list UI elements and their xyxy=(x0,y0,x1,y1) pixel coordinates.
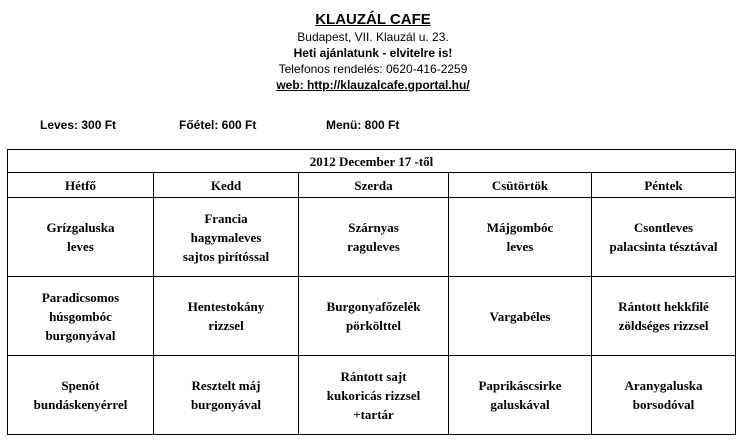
dish-line: burgonyával xyxy=(190,397,262,412)
dish-cell xyxy=(449,198,592,277)
day-header: Csütörtök xyxy=(449,173,592,198)
phone-order: Telefonos rendelés: 0620-416-2259 xyxy=(278,62,468,76)
dish-cell xyxy=(8,198,154,277)
main-course-price: Főétel: 600 Ft xyxy=(179,118,257,132)
dish-line: hagymaleves xyxy=(190,229,262,245)
dish-line: Aranygaluska xyxy=(624,378,703,393)
dish-line: kukoricás rizzsel xyxy=(326,387,421,403)
dish-cell xyxy=(449,277,592,356)
dish-line: leves xyxy=(67,239,94,254)
dish-line: raguleves xyxy=(347,239,400,254)
dish-line: Resztelt máj xyxy=(191,378,261,393)
day-header: Péntek xyxy=(592,173,736,198)
dish-cell xyxy=(592,198,736,277)
dish-line: Burgonyafőzelék xyxy=(326,299,421,314)
dish-cell xyxy=(299,198,449,277)
table-row xyxy=(8,198,736,277)
dish-cell xyxy=(592,277,736,356)
dish-cell xyxy=(154,198,299,277)
day-header: Szerda xyxy=(299,173,449,198)
dish-line: leves xyxy=(506,239,534,254)
dish-line: bundáskenyérrel xyxy=(33,397,128,412)
cafe-address: Budapest, VII. Klauzál u. 23. xyxy=(297,30,449,44)
cafe-title: KLAUZÁL CAFE xyxy=(315,11,431,28)
dish-line: +tartár xyxy=(353,406,394,422)
dish-line: Csontleves xyxy=(633,220,694,235)
day-header: Hétfő xyxy=(8,173,154,198)
dish-line: Szárnyas xyxy=(348,220,399,235)
dish-cell xyxy=(8,356,154,435)
dish-cell xyxy=(154,277,299,356)
dish-cell xyxy=(8,277,154,356)
day-header: Kedd xyxy=(154,173,299,198)
dish-line: sajtos pirítóssal xyxy=(182,248,270,264)
dish-cell xyxy=(154,356,299,435)
table-row xyxy=(8,356,736,435)
dish-line: Grízgaluska xyxy=(46,220,115,235)
dish-line: Paradicsomos xyxy=(41,289,120,305)
dish-line: Paprikáscsirke xyxy=(478,378,562,393)
menu-date: 2012 December 17 -től xyxy=(8,150,736,173)
dish-line: húsgombóc xyxy=(49,308,112,324)
cafe-header xyxy=(0,10,746,93)
dish-line: zöldséges rizzsel xyxy=(618,318,709,333)
dish-line: Francia xyxy=(204,210,248,226)
dish-line: Vargabéles xyxy=(489,308,551,324)
dish-line: galuskával xyxy=(490,397,550,412)
dish-line: Májgombóc xyxy=(486,220,554,235)
dish-line: burgonyával xyxy=(45,327,116,343)
dish-cell xyxy=(299,356,449,435)
dish-line: Rántott hekkfilé xyxy=(618,299,709,314)
dish-line: Hentestokány xyxy=(187,299,265,314)
weekly-menu-table xyxy=(7,149,736,435)
web-link[interactable]: web: http://klauzalcafe.gportal.hu/ xyxy=(276,78,470,92)
dish-cell xyxy=(592,356,736,435)
dish-line: palacsinta tésztával xyxy=(609,239,718,254)
dish-line: borsodóval xyxy=(632,397,695,412)
dish-line: rizzsel xyxy=(208,318,244,333)
menu-price: Menü: 800 Ft xyxy=(326,118,400,132)
table-row xyxy=(8,277,736,356)
soup-price: Leves: 300 Ft xyxy=(40,118,117,132)
dish-line: Spenót xyxy=(61,378,100,393)
dish-line: pörkölttel xyxy=(346,318,401,333)
dish-line: Rántott sajt xyxy=(340,368,407,384)
dish-cell xyxy=(299,277,449,356)
dish-cell xyxy=(449,356,592,435)
weekly-offer: Heti ajánlatunk - elvitelre is! xyxy=(293,46,453,60)
